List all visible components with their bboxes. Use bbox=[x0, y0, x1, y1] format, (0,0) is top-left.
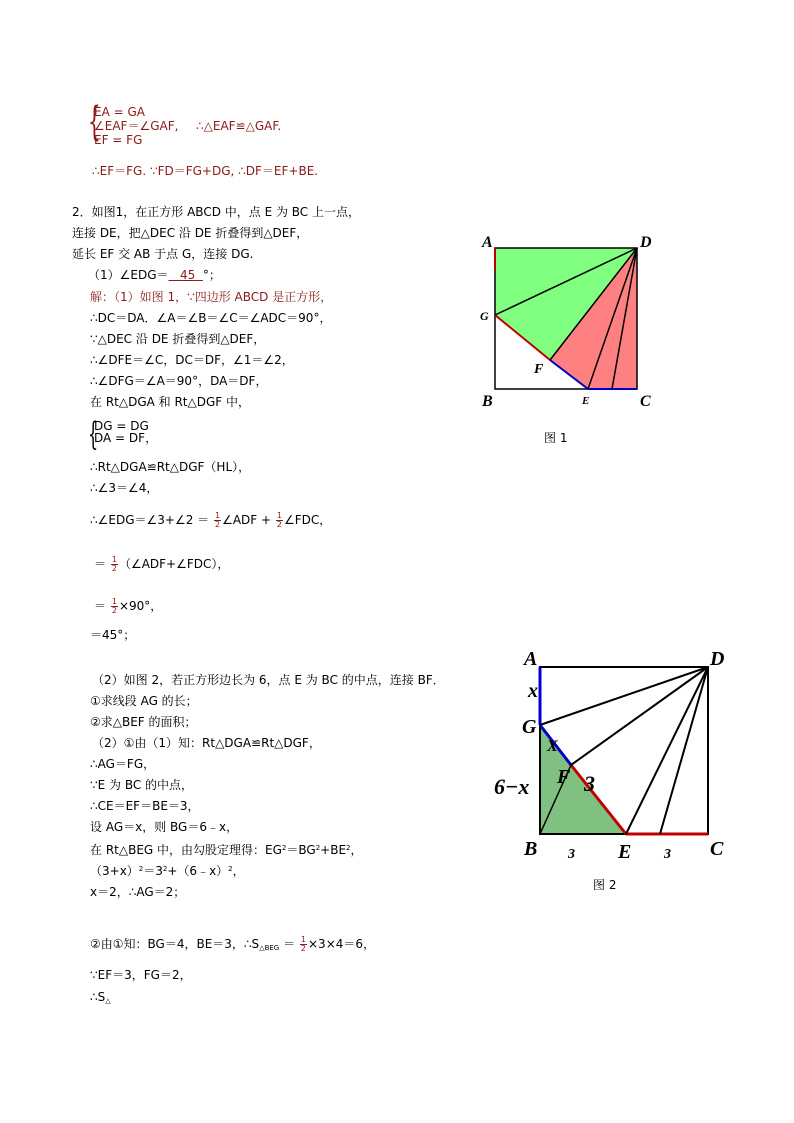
fraction-half bbox=[111, 598, 118, 615]
pyth-c: +BE bbox=[320, 843, 347, 857]
label-d-2: D bbox=[710, 648, 725, 670]
system-line-2: ∠EAF＝∠GAF, bbox=[94, 119, 179, 133]
fraction-num: 1 bbox=[300, 935, 306, 944]
fraction-num: 1 bbox=[276, 511, 282, 520]
part1-question bbox=[88, 268, 221, 282]
pyth-b: ＝BG bbox=[286, 843, 316, 857]
stem-line-3: 延长 EF 交 AB 于点 G，连接 DG. bbox=[72, 247, 254, 261]
last-line-2 bbox=[90, 990, 111, 1008]
area-line bbox=[90, 936, 375, 955]
last-line-1: ∵EF＝3，FG＝2， bbox=[90, 968, 192, 982]
system2-line-1: DG = DG bbox=[94, 419, 149, 433]
solution-line-4: ∴∠DFE＝∠C，DC＝DF，∠1＝∠2， bbox=[90, 353, 294, 367]
label-three-be: 3 bbox=[568, 847, 575, 860]
area-b: ＝ bbox=[283, 937, 296, 951]
sq: 2 bbox=[281, 844, 287, 852]
eq3-eq: ＝ bbox=[94, 599, 107, 613]
equation-line bbox=[90, 862, 245, 878]
sq: 2 bbox=[162, 865, 168, 873]
label-x-ag: x bbox=[528, 680, 538, 702]
figure-2 bbox=[490, 645, 730, 860]
fraction-den: 2 bbox=[111, 606, 117, 615]
sol2-line-2: ∴AG＝FG， bbox=[90, 757, 156, 771]
label-b-2: B bbox=[524, 838, 538, 860]
label-g-2: G bbox=[522, 716, 537, 738]
eqn-a: （3+x） bbox=[90, 864, 139, 878]
system-brace: { bbox=[88, 99, 101, 145]
label-three-ec: 3 bbox=[664, 847, 671, 860]
eq4-line: ＝45°； bbox=[90, 628, 136, 642]
label-x-gf: X bbox=[547, 738, 558, 755]
system-conclusion: ∴△EAF≌△GAF. bbox=[196, 119, 282, 133]
last2-sub: △ bbox=[105, 997, 111, 1005]
label-a: A bbox=[482, 234, 493, 251]
edg-part-b: ∠ADF + bbox=[222, 513, 272, 527]
pyth-d: ， bbox=[350, 843, 363, 857]
part1-prefix: （1）∠EDG＝ bbox=[88, 268, 169, 282]
eqn-d: ， bbox=[232, 864, 245, 878]
fraction-half bbox=[300, 936, 307, 953]
label-a-2: A bbox=[524, 648, 538, 670]
sq: 2 bbox=[315, 844, 321, 852]
solution-line-3: ∵△DEC 沿 DE 折叠得到△DEF， bbox=[90, 332, 266, 346]
label-c-2: C bbox=[710, 838, 724, 860]
fraction-half bbox=[214, 512, 221, 529]
part1-suffix: °； bbox=[202, 268, 221, 282]
area-sub: △BEG bbox=[259, 944, 280, 952]
label-six-minus-x: 6−x bbox=[494, 774, 530, 799]
label-three-fe: 3 bbox=[584, 771, 595, 796]
eq2-eq: ＝ bbox=[94, 557, 107, 571]
solution-line-1: 解：（1）如图 1，∵四边形 ABCD 是正方形， bbox=[90, 290, 333, 304]
edg-line bbox=[90, 512, 331, 529]
sol2-line-5: 设 AG＝x，则 BG＝6﹣x， bbox=[90, 820, 239, 834]
edg-part-a: ∴∠EDG＝∠3+∠2 ＝ bbox=[90, 513, 210, 527]
part1-answer-value: 45 bbox=[179, 268, 196, 282]
stem-line-2: 连接 DE，把△DEC 沿 DE 折叠得到△DEF， bbox=[72, 226, 309, 240]
fraction-den: 2 bbox=[276, 520, 282, 529]
area-a: ②由①知：BG＝4，BE＝3，∴S bbox=[90, 937, 260, 951]
part2-line-2: ①求线段 AG 的长； bbox=[90, 694, 198, 708]
label-g: G bbox=[480, 309, 489, 323]
fraction-num: 1 bbox=[111, 555, 117, 564]
segment-df-2 bbox=[571, 667, 708, 765]
fraction-half bbox=[111, 556, 118, 573]
hl-line: ∴Rt△DGA≌Rt△DGF（HL）， bbox=[90, 460, 251, 474]
label-f: F bbox=[534, 362, 544, 377]
eqn-b: ＝3 bbox=[143, 864, 163, 878]
fraction-den: 2 bbox=[300, 944, 306, 953]
label-b: B bbox=[482, 393, 493, 410]
part1-answer bbox=[169, 268, 203, 282]
sol2-line-1: （2）①由（1）知：Rt△DGA≌Rt△DGF， bbox=[92, 736, 321, 750]
part2-line-3: ②求△BEF 的面积； bbox=[90, 715, 197, 729]
solution-line-2: ∴DC＝DA．∠A＝∠B＝∠C＝∠ADC＝90°， bbox=[90, 311, 332, 325]
system-line-3: EF = FG bbox=[94, 133, 143, 147]
fraction-num: 1 bbox=[215, 511, 221, 520]
label-e: E bbox=[582, 395, 590, 407]
eqn-c: +（6﹣x） bbox=[167, 864, 229, 878]
label-f-2: F bbox=[557, 766, 571, 788]
eq3-line bbox=[94, 598, 162, 615]
sol2-line-3: ∵E 为 BC 的中点， bbox=[90, 778, 194, 792]
figure-1 bbox=[478, 230, 678, 410]
eq3-text: ×90°， bbox=[118, 599, 163, 613]
system2-brace: { bbox=[88, 415, 99, 453]
figure-1-caption: 图 1 bbox=[544, 431, 568, 445]
pyth-a: 在 Rt△BEG 中，由勾股定理得：EG bbox=[90, 843, 282, 857]
label-c: C bbox=[640, 393, 651, 410]
sq: 2 bbox=[346, 844, 351, 852]
last2-a: ∴S bbox=[90, 990, 106, 1004]
figure-2-caption: 图 2 bbox=[593, 878, 617, 892]
sol2-line-4: ∴CE＝EF＝BE＝3， bbox=[90, 799, 200, 813]
area-c: ×3×4＝6， bbox=[308, 937, 376, 951]
fraction-num: 1 bbox=[111, 597, 117, 606]
solution-line-5: ∴∠DFG＝∠A＝90°，DA＝DF， bbox=[90, 374, 268, 388]
system2-line-2-text: DA = DF bbox=[94, 431, 146, 445]
fraction-half bbox=[276, 512, 283, 529]
system2-tail: ， bbox=[145, 431, 158, 445]
pythagoras-line bbox=[90, 841, 363, 857]
label-e-2: E bbox=[618, 841, 632, 860]
angle34-line: ∴∠3＝∠4， bbox=[90, 481, 159, 495]
sq: 2 bbox=[228, 865, 233, 873]
stem-line-1: 2．如图1，在正方形 ABCD 中，点 E 为 BC 上一点， bbox=[72, 205, 360, 219]
ef-conclusion: ∴EF＝FG. ∵FD＝FG+DG, ∴DF＝EF+BE. bbox=[92, 164, 319, 178]
solution-line-6: 在 Rt△DGA 和 Rt△DGF 中， bbox=[90, 395, 250, 409]
label-d: D bbox=[640, 234, 652, 251]
sq: 2 bbox=[138, 865, 144, 873]
fraction-den: 2 bbox=[111, 564, 117, 573]
system2-line-2 bbox=[94, 431, 157, 445]
x-result-line: x＝2，∴AG＝2； bbox=[90, 885, 186, 899]
fraction-den: 2 bbox=[215, 520, 221, 529]
system-line-1: EA = GA bbox=[94, 105, 145, 119]
part2-line-1: （2）如图 2，若正方形边长为 6，点 E 为 BC 的中点，连接 BF． bbox=[92, 673, 445, 687]
eq2-line bbox=[94, 556, 229, 573]
edg-part-c: ∠FDC， bbox=[284, 513, 332, 527]
eq2-text: （∠ADF+∠FDC）， bbox=[118, 557, 230, 571]
